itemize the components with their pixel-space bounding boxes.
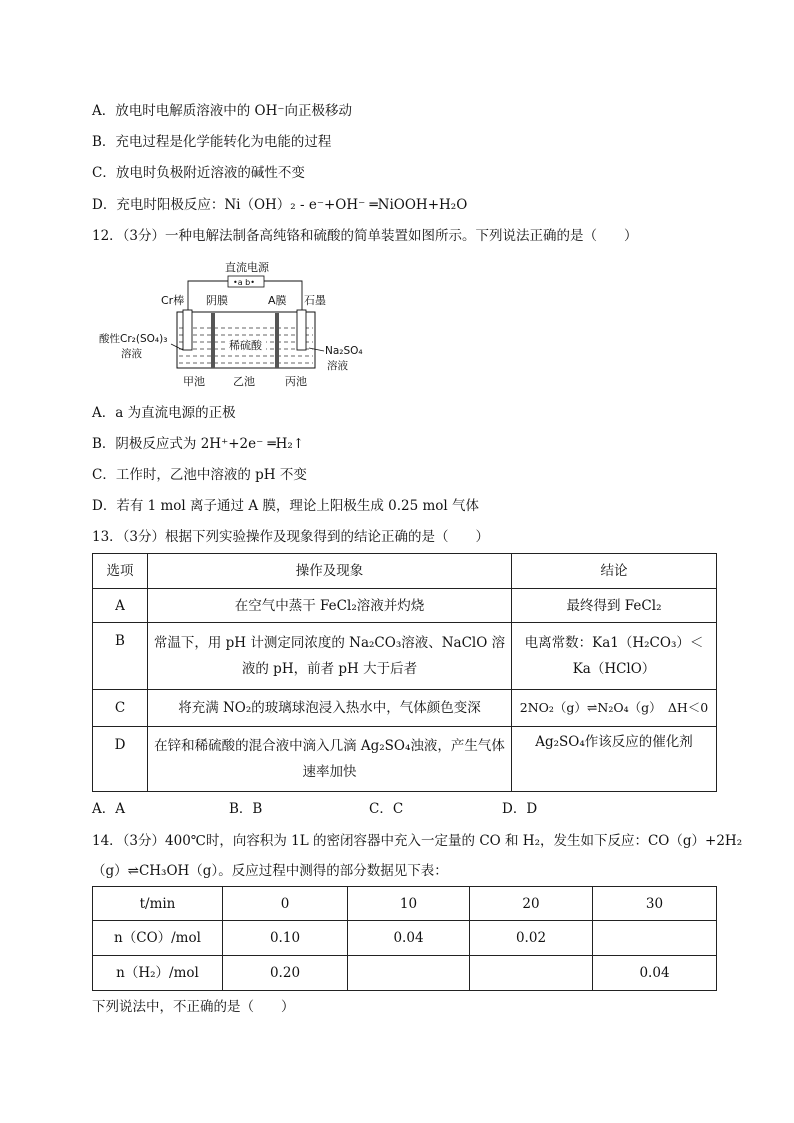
q14-stem-line2: （g）⇌CH₃OH（g）。反应过程中测得的部分数据见下表： [92,863,448,879]
graphite-label: 石墨 [304,294,326,307]
a-membrane [275,313,279,368]
table-cell: 0.04 [593,956,717,991]
q13-choice-b: B．B [229,801,263,817]
table-cell [470,956,593,991]
q11-option-d: D．充电时阳极反应：Ni（OH）₂ - e⁻+OH⁻ ═NiOOH+H₂O [92,197,468,213]
q12-option-b: B．阴极反应式为 2H⁺+2e⁻ ═H₂↑ [92,436,305,452]
header-cell: 30 [593,887,717,921]
q13-stem: 13．（3分）根据下列实验操作及现象得到的结论正确的是（ ） [92,529,490,545]
cr-rod-label: Cr棒 [161,294,185,307]
row-option: D [93,727,148,792]
table-row [93,690,717,727]
header-operation: 操作及现象 [148,554,512,589]
table-cell [593,921,717,956]
table-cell: 0.20 [223,956,348,991]
q14-stem-line1: 14．（3分）400℃时，向容积为 1L 的密闭容器中充入一定量的 CO 和 H₂，发生如下反应：CO（g）+2H₂ [92,833,743,849]
table-row [93,589,717,623]
q12-option-c: C．工作时，乙池中溶液的 pH 不变 [92,467,307,483]
cell-yi-label: 乙池 [233,375,255,388]
right-solution-label-2: 溶液 [327,360,348,372]
cell-jia-label: 甲池 [183,375,205,388]
row-operation: 在锌和稀硫酸的混合液中滴入几滴 Ag₂SO₄浊液，产生气体速率加快 [148,727,512,792]
right-solution-label: Na₂SO₄ [325,345,363,357]
header-cell: 20 [470,887,593,921]
row-operation: 在空气中蒸干 FeCl₂溶液并灼烧 [148,589,512,623]
row-conclusion: Ag₂SO₄作该反应的催化剂 [512,727,717,792]
q11-option-c: C．放电时负极附近溶液的碱性不变 [92,165,305,181]
q12-option-d: D．若有 1 mol 离子通过 A 膜，理论上阳极生成 0.25 mol 气体 [92,498,480,514]
q13-choice-d: D．D [502,801,538,817]
power-terminals: •a b• [233,278,255,287]
header-cell: 10 [348,887,470,921]
table-row [93,921,717,956]
table-header-row [93,887,717,921]
table-cell: 0.10 [223,921,348,956]
table-row [93,727,717,792]
row-label: n（CO）/mol [93,921,223,956]
graphite-electrode [297,310,306,350]
row-option: A [93,589,148,623]
left-solution-label-2: 溶液 [121,348,142,360]
q13-choice-c: C．C [369,801,404,817]
a-membrane-label: A膜 [268,294,287,307]
row-operation: 将充满 NO₂的玻璃球泡浸入热水中，气体颜色变深 [148,690,512,727]
q12-stem: 12．（3分）一种电解法制备高纯铬和硫酸的简单装置如图所示。下列说法正确的是（ ） [92,228,638,244]
cell-bing-label: 丙池 [285,375,307,388]
dilute-sulfuric-acid-label: 稀硫酸 [229,339,262,352]
q11-option-a: A．放电时电解质溶液中的 OH⁻向正极移动 [92,103,353,119]
table-cell [348,956,470,991]
row-conclusion: 最终得到 FeCl₂ [512,589,717,623]
table-row [93,623,717,690]
row-option: C [93,690,148,727]
row-conclusion: 电离常数：Ka1（H₂CO₃）＜Ka（HClO） [512,623,717,690]
table-row [93,956,717,991]
header-time: t/min [93,887,223,921]
row-option: B [93,623,148,690]
row-conclusion: 2NO₂（g）⇌N₂O₄（g） ΔH＜0 [512,690,717,727]
table-cell: 0.02 [470,921,593,956]
cathode-membrane [211,313,215,368]
electrolysis-apparatus-figure [95,258,385,393]
header-cell: 0 [223,887,348,921]
header-option: 选项 [93,554,148,589]
q11-option-b: B．充电过程是化学能转化为电能的过程 [92,134,332,150]
q14-prompt: 下列说法中，不正确的是（ ） [92,999,295,1015]
q12-option-a: A．a 为直流电源的正极 [92,405,236,421]
table-header-row [93,554,717,589]
q14-table [92,886,717,991]
q13-table [92,553,717,792]
power-supply-label: 直流电源 [225,261,269,274]
table-cell: 0.04 [348,921,470,956]
left-solution-label: 酸性Cr₂(SO₄)₃ [99,333,168,345]
row-operation: 常温下，用 pH 计测定同浓度的 Na₂CO₃溶液、NaClO 溶液的 pH，前者 pH 大于后者 [148,623,512,690]
row-label: n（H₂）/mol [93,956,223,991]
header-conclusion: 结论 [512,554,717,589]
cr-rod-electrode [183,310,192,350]
q13-choice-a: A．A [92,801,125,817]
cathode-membrane-label: 阴膜 [206,294,228,307]
